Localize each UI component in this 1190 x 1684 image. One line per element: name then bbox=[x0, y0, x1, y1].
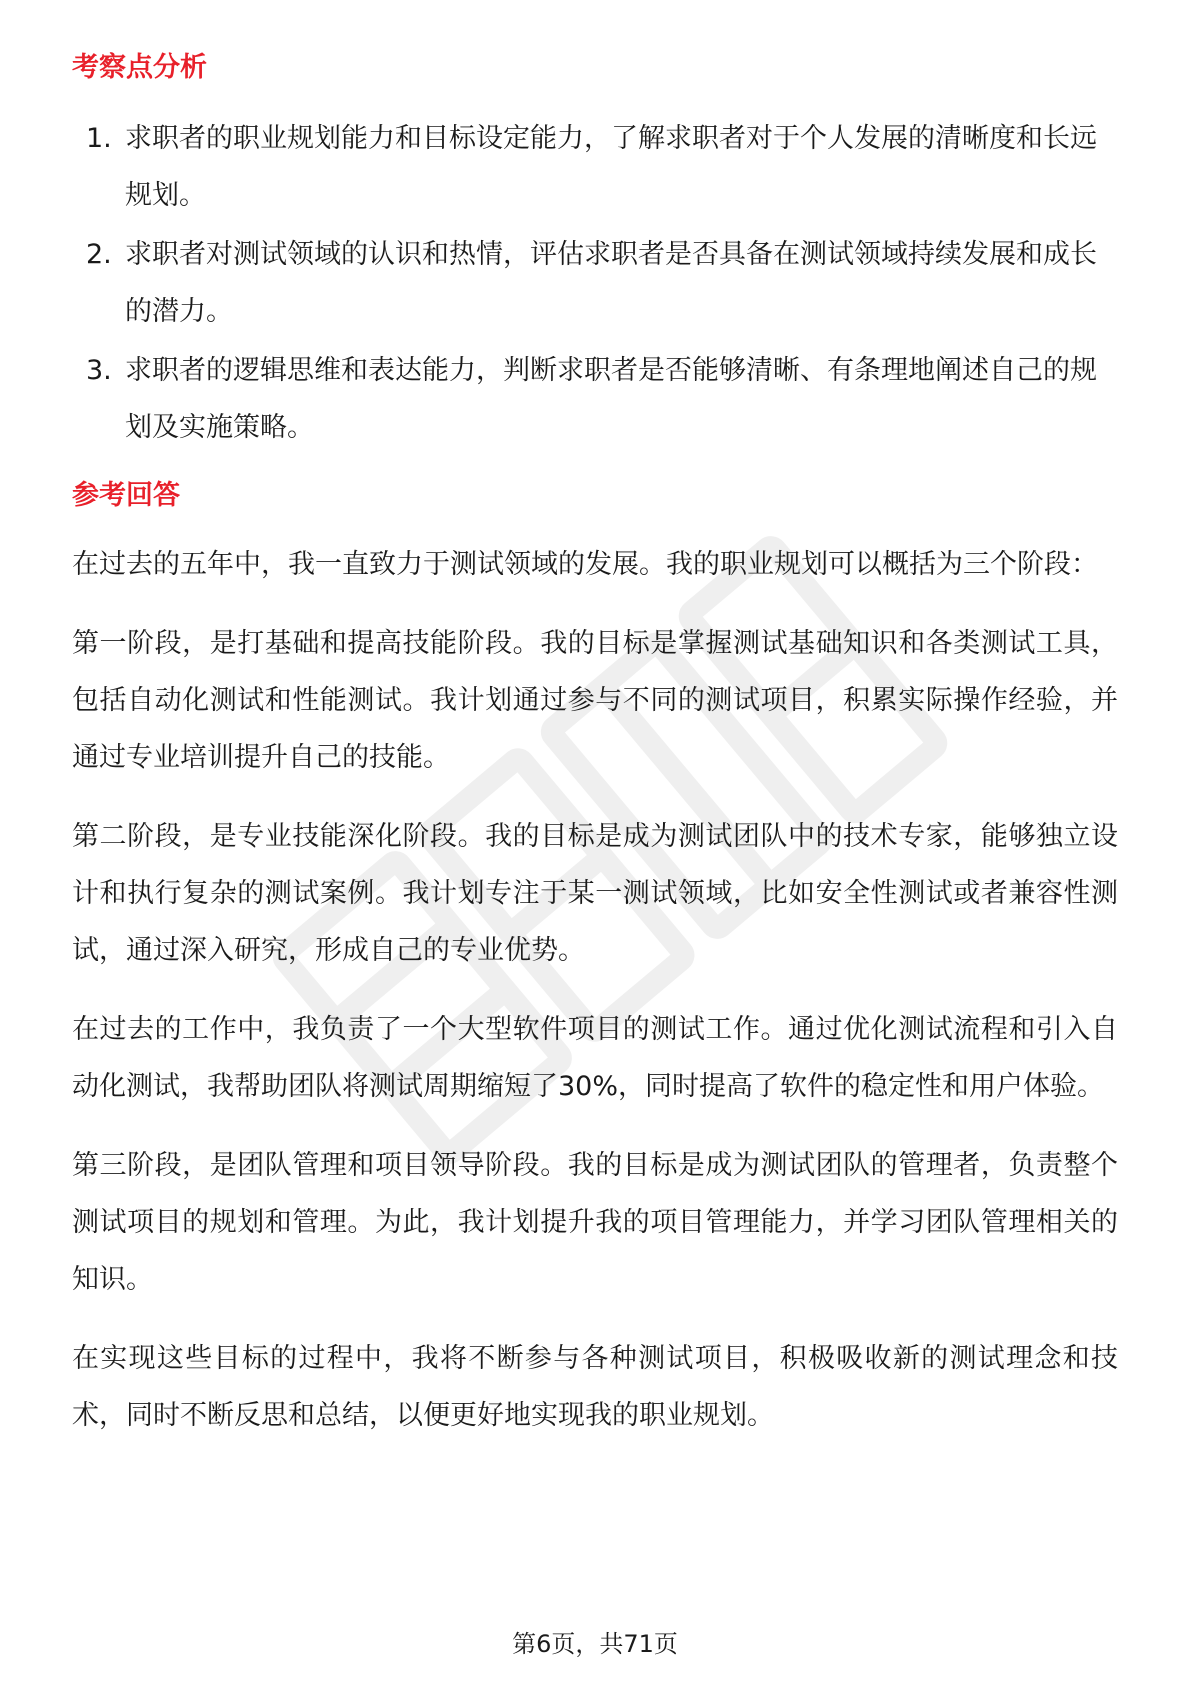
answer-heading: 参考回答 bbox=[72, 480, 180, 511]
answer-paragraph: 在过去的工作中，我负责了一个大型软件项目的测试工作。通过优化测试流程和引入自动化测试，我帮助团队将测试周期缩短了30%，同时提高了软件的稳定性和用户体验。 bbox=[72, 1014, 1118, 1102]
page-number: 第6页，共71页 bbox=[512, 1630, 678, 1658]
answer-paragraph: 第二阶段，是专业技能深化阶段。我的目标是成为测试团队中的技术专家，能够独立设计和执行复杂的测试案例。我计划专注于某一测试领域，比如安全性测试或者兼容性测试，通过深入研究，形成自己的专业优势。 bbox=[72, 821, 1118, 966]
answer-paragraph: 第一阶段，是打基础和提高技能阶段。我的目标是掌握测试基础知识和各类测试工具，包括自动化测试和性能测试。我计划通过参与不同的测试项目，积累实际操作经验，并通过专业培训提升自己的技能。 bbox=[72, 628, 1118, 773]
answer-paragraph: 在实现这些目标的过程中，我将不断参与各种测试项目，积极吸收新的测试理念和技术，同时不断反思和总结，以便更好地实现我的职业规划。 bbox=[72, 1343, 1118, 1431]
answer-paragraph: 第三阶段，是团队管理和项目领导阶段。我的目标是成为测试团队的管理者，负责整个测试项目的规划和管理。为此，我计划提升我的项目管理能力，并学习团队管理相关的知识。 bbox=[72, 1150, 1118, 1295]
list-number: 2. bbox=[86, 239, 112, 270]
analysis-list bbox=[72, 110, 1118, 456]
list-number: 1. bbox=[86, 123, 112, 154]
analysis-item bbox=[72, 226, 1118, 340]
analysis-item bbox=[72, 110, 1118, 224]
analysis-item-text: 求职者对测试领域的认识和热情，评估求职者是否具备在测试领域持续发展和成长的潜力。 bbox=[125, 239, 1097, 327]
analysis-item bbox=[72, 342, 1118, 456]
main-content bbox=[72, 48, 1118, 1444]
list-number: 3. bbox=[86, 355, 112, 386]
analysis-item-text: 求职者的逻辑思维和表达能力，判断求职者是否能够清晰、有条理地阐述自己的规划及实施策略。 bbox=[125, 355, 1097, 443]
answer-paragraph: 在过去的五年中，我一直致力于测试领域的发展。我的职业规划可以概括为三个阶段： bbox=[72, 549, 1098, 580]
analysis-item-text: 求职者的职业规划能力和目标设定能力，了解求职者对于个人发展的清晰度和长远规划。 bbox=[125, 123, 1097, 211]
analysis-heading: 考察点分析 bbox=[72, 52, 207, 83]
